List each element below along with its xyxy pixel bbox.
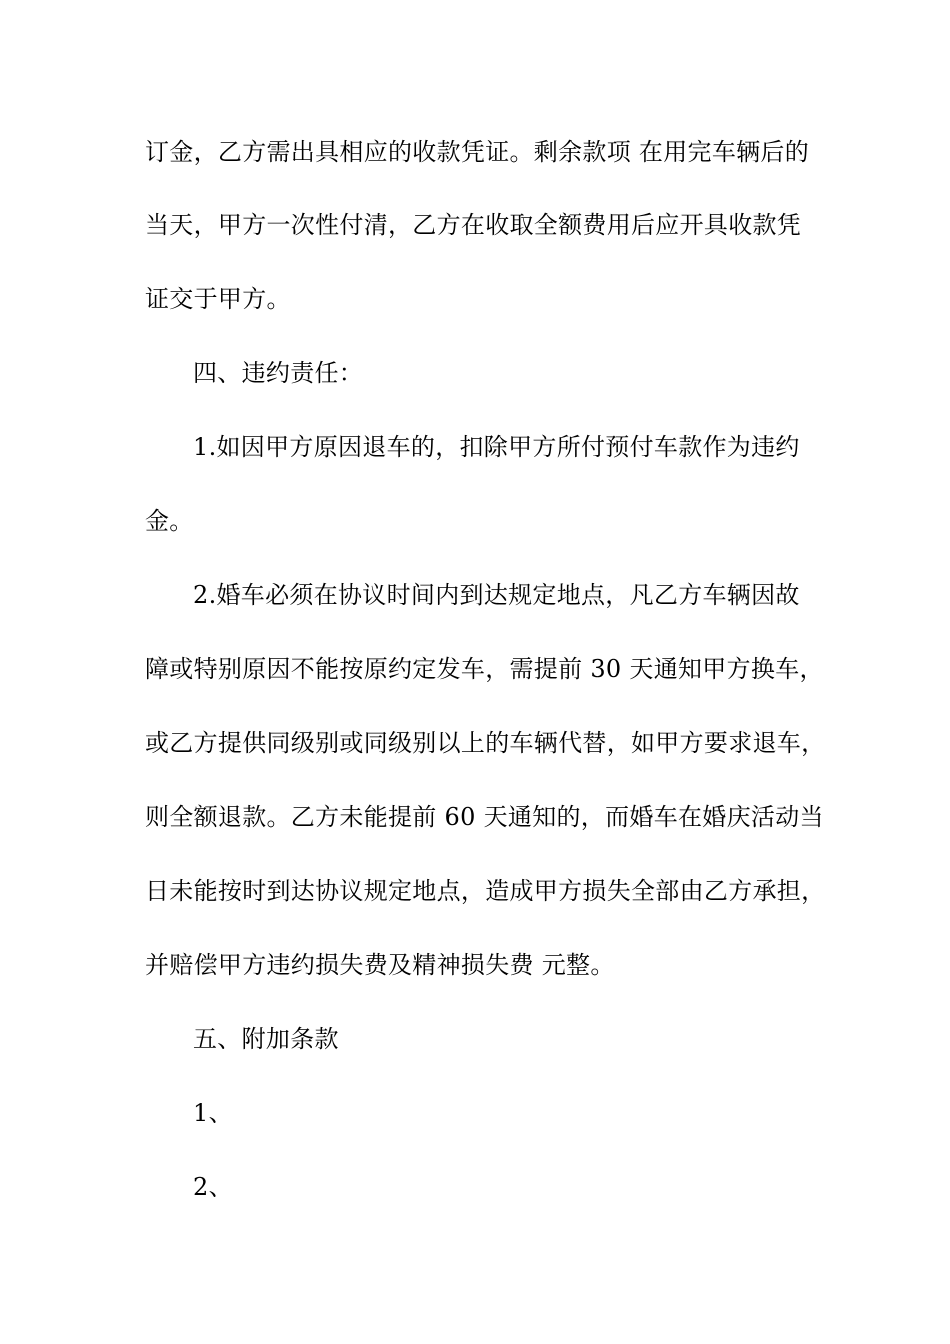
paragraph-line: 订金，乙方需出具相应的收款凭证。剩余款项 在用完车辆后的 bbox=[145, 138, 810, 166]
clause-item: 2、 bbox=[193, 1173, 233, 1201]
paragraph-line: 障或特别原因不能按原约定发车，需提前 30 天通知甲方换车， bbox=[145, 655, 824, 683]
section-heading: 四、违约责任： bbox=[193, 359, 364, 387]
paragraph-line: 证交于甲方。 bbox=[145, 285, 291, 313]
paragraph-line: 则全额退款。乙方未能提前 60 天通知的，而婚车在婚庆活动当 bbox=[145, 803, 824, 831]
paragraph-line: 2.婚车必须在协议时间内到达规定地点，凡乙方车辆因故 bbox=[193, 581, 800, 609]
paragraph-line: 或乙方提供同级别或同级别以上的车辆代替，如甲方要求退车， bbox=[145, 729, 826, 757]
paragraph-line: 1.如因甲方原因退车的，扣除甲方所付预付车款作为违约 bbox=[193, 433, 800, 461]
paragraph-line: 日未能按时到达协议规定地点，造成甲方损失全部由乙方承担， bbox=[145, 877, 826, 905]
paragraph-line: 当天，甲方一次性付清，乙方在收取全额费用后应开具收款凭 bbox=[145, 211, 802, 239]
paragraph-line: 并赔偿甲方违约损失费及精神损失费 元整。 bbox=[145, 951, 615, 979]
clause-item: 1、 bbox=[193, 1099, 233, 1127]
section-heading: 五、附加条款 bbox=[193, 1025, 339, 1053]
paragraph-line: 金。 bbox=[145, 507, 194, 535]
